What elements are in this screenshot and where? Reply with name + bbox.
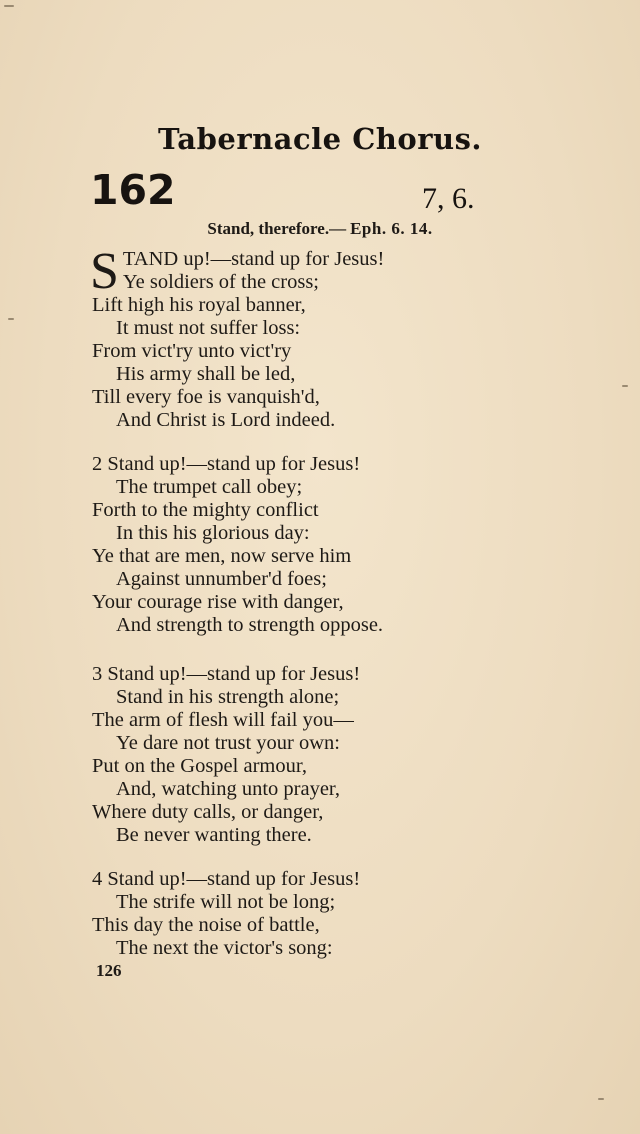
verse-line: The strife will not be long; (116, 891, 336, 913)
verse-line: 3 Stand up!—stand up for Jesus! (92, 663, 361, 685)
verse-line: Put on the Gospel armour, (92, 755, 307, 777)
verse-line: His army shall be led, (116, 363, 296, 385)
drop-cap: S (90, 243, 119, 300)
verse-line: TAND up!—stand up for Jesus! (122, 248, 385, 270)
scripture-reference (0, 219, 640, 239)
hymn-number: 162 (90, 166, 176, 214)
verse-line: 4 Stand up!—stand up for Jesus! (92, 868, 361, 890)
verse-line: 2 Stand up!—stand up for Jesus! (92, 453, 361, 475)
verse-line: Ye soldiers of the cross; (122, 271, 319, 293)
paper-speck (4, 5, 14, 7)
verse-line: From vict'ry unto vict'ry (92, 340, 292, 362)
verse-3 (92, 663, 360, 847)
verse-line: Ye that are men, now serve him (92, 545, 352, 567)
verse-1 (90, 243, 385, 432)
verse-line: The next the victor's song: (116, 937, 333, 959)
hymn-meter: 7, 6. (422, 182, 475, 215)
paper-speck (622, 385, 628, 387)
scripture-citation: Eph. 6. 14. (350, 219, 433, 238)
verse-line: Against unnumber'd foes; (116, 568, 327, 590)
verse-line: Be never wanting there. (116, 824, 312, 846)
verse-line: The arm of flesh will fail you— (92, 709, 354, 731)
page-number: 126 (96, 961, 122, 980)
verse-line: And Christ is Lord indeed. (116, 409, 336, 431)
verse-line: And strength to strength oppose. (116, 614, 384, 636)
paper-speck (8, 318, 14, 320)
scripture-text: Stand, therefore.— (207, 219, 347, 238)
verse-line: Lift high his royal banner, (92, 294, 306, 316)
verse-line: Forth to the mighty conflict (92, 499, 319, 521)
verse-line: Where duty calls, or danger, (92, 801, 324, 823)
verse-line: And, watching unto prayer, (116, 778, 341, 800)
verse-line: It must not suffer loss: (116, 317, 301, 339)
verse-line: In this his glorious day: (116, 522, 310, 544)
verse-line: The trumpet call obey; (116, 476, 303, 498)
verse-2 (92, 453, 383, 637)
verse-4 (92, 868, 360, 960)
verse-line: This day the noise of battle, (92, 914, 320, 936)
verse-line: Your courage rise with danger, (92, 591, 344, 613)
running-title: Tabernacle Chorus. (158, 122, 482, 156)
paper-speck (598, 1098, 604, 1100)
verse-line: Till every foe is vanquish'd, (92, 386, 320, 408)
verse-line: Ye dare not trust your own: (116, 732, 340, 754)
verse-line: Stand in his strength alone; (116, 686, 340, 708)
